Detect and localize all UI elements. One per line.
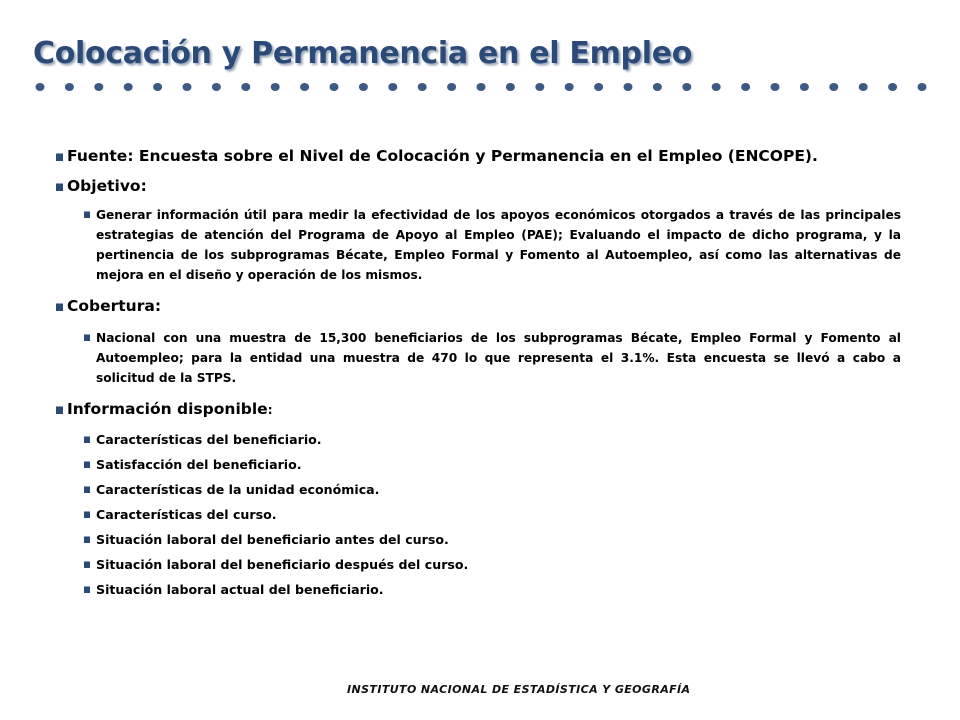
objetivo-text: Generar información útil para medir la efectividad de los apoyos económicos otorgados a través de las principales estrategias de atención del Programa de Apoyo al Empleo (PAE); Evaluando el impacto de dicho programa, y la pertinencia de los subprogramas Bécate, Empleo Formal y Fomento al Autoempleo, así como las alternativas de mejora en el diseño y operación de los mismos. [96, 208, 901, 282]
divider-dot [771, 83, 780, 91]
divider-dot [506, 83, 515, 91]
informacion-item-text: Situación laboral actual del beneficiario. [96, 582, 384, 597]
square-bullet-icon [84, 334, 90, 341]
slide-title: Colocación y Permanencia en el Empleo [33, 36, 693, 71]
square-bullet-icon [84, 586, 90, 593]
divider-dot [300, 83, 309, 91]
informacion-item [56, 477, 901, 502]
objetivo-label: Objetivo: [67, 177, 147, 195]
divider-dot [829, 83, 838, 91]
divider-dot [594, 83, 603, 91]
divider-dot [94, 83, 103, 91]
informacion-item-text: Características del curso. [96, 507, 277, 522]
divider-dot [682, 83, 691, 91]
divider-dot [888, 83, 897, 91]
divider-dot [918, 83, 927, 91]
divider-dot [388, 83, 397, 91]
divider-dot [535, 83, 544, 91]
cobertura-subbullet [56, 328, 901, 388]
informacion-list [56, 427, 901, 602]
divider-dot [800, 83, 809, 91]
informacion-label: Información disponible [67, 400, 268, 418]
informacion-item-text: Situación laboral del beneficiario después del curso. [96, 557, 469, 572]
divider-dot [153, 83, 162, 91]
square-bullet-icon [56, 303, 63, 311]
square-bullet-icon [84, 536, 90, 543]
divider-dot [741, 83, 750, 91]
informacion-item-text: Características del beneficiario. [96, 432, 322, 447]
bullet-fuente [56, 144, 901, 168]
divider-dot [712, 83, 721, 91]
informacion-item [56, 552, 901, 577]
divider-dot [565, 83, 574, 91]
divider-dot [183, 83, 192, 91]
square-bullet-icon [84, 436, 90, 443]
informacion-item [56, 452, 901, 477]
square-bullet-icon [84, 486, 90, 493]
objetivo-subbullet [56, 205, 901, 285]
divider-dot [212, 83, 221, 91]
bullet-cobertura [56, 294, 901, 318]
informacion-item [56, 502, 901, 527]
slide-content [56, 144, 901, 602]
cobertura-text: Nacional con una muestra de 15,300 beneficiarios de los subprogramas Bécate, Empleo Formal y Fomento al Autoempleo; para la entidad una muestra de 470 lo que representa el 3.1%. Esta encuesta se llevó a cabo a solicitud de la STPS. [96, 331, 901, 385]
square-bullet-icon [56, 406, 63, 414]
square-bullet-icon [56, 153, 63, 161]
divider-dot [241, 83, 250, 91]
informacion-colon: : [267, 403, 273, 417]
divider-dot [859, 83, 868, 91]
divider-dot [330, 83, 339, 91]
divider-dot [36, 83, 45, 91]
informacion-item [56, 527, 901, 552]
divider-dot [271, 83, 280, 91]
divider-dot [447, 83, 456, 91]
divider-dot [65, 83, 74, 91]
informacion-item [56, 577, 901, 602]
informacion-item-text: Situación laboral del beneficiario antes del curso. [96, 532, 449, 547]
square-bullet-icon [84, 461, 90, 468]
square-bullet-icon [56, 183, 63, 191]
informacion-item [56, 427, 901, 452]
square-bullet-icon [84, 561, 90, 568]
cobertura-label: Cobertura: [67, 297, 162, 315]
informacion-item-text: Características de la unidad económica. [96, 482, 380, 497]
bullet-informacion [56, 397, 901, 422]
divider-dot [624, 83, 633, 91]
divider-dot [653, 83, 662, 91]
square-bullet-icon [84, 211, 90, 218]
bullet-objetivo [56, 174, 901, 198]
divider-dot [477, 83, 486, 91]
institution-footer: INSTITUTO NACIONAL DE ESTADÍSTICA Y GEOGRAFÍA [347, 683, 691, 696]
dotted-divider [30, 78, 930, 96]
square-bullet-icon [84, 511, 90, 518]
divider-dot [359, 83, 368, 91]
fuente-text: Fuente: Encuesta sobre el Nivel de Colocación y Permanencia en el Empleo (ENCOPE). [67, 147, 818, 165]
divider-dot [124, 83, 133, 91]
divider-dot [418, 83, 427, 91]
informacion-item-text: Satisfacción del beneficiario. [96, 457, 302, 472]
